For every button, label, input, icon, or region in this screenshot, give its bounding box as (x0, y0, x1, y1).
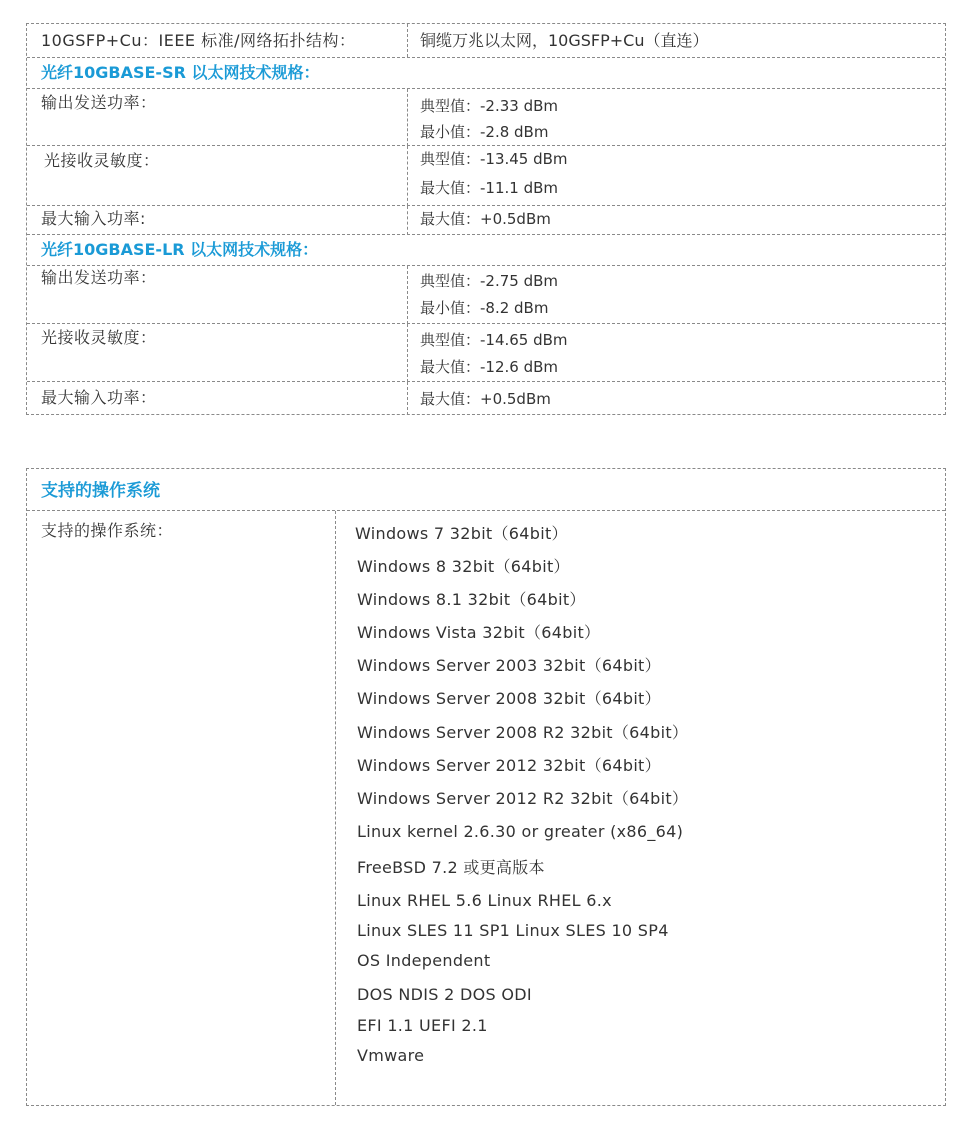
sr-tx-min: 最小值：-2.8 dBm (420, 123, 549, 141)
sr-tx-label: 输出发送功率： (41, 93, 157, 112)
media-row (27, 24, 945, 57)
os-list-item: Windows Server 2008 R2 32bit（64bit） (357, 723, 689, 742)
os-list-item: EFI 1.1 UEFI 2.1 (357, 1016, 488, 1035)
lr-rx-max: 最大值：-12.6 dBm (420, 358, 559, 376)
lr-tx-row (27, 265, 945, 324)
os-list-item: Linux kernel 2.6.30 or greater (x86_64) (357, 822, 684, 841)
sr-maxin-label: 最大输入功率: (41, 209, 146, 228)
os-list-item: Vmware (357, 1046, 425, 1065)
sr-maxin-row (27, 205, 945, 235)
sr-tx-typical: 典型值：-2.33 dBm (420, 97, 559, 115)
sr-tx-row (27, 88, 945, 146)
os-table (26, 468, 946, 1106)
os-list-item: Windows Vista 32bit（64bit） (357, 623, 601, 642)
sr-heading-row (27, 57, 945, 89)
lr-heading-row (27, 234, 945, 266)
sr-maxin-value: 最大值：+0.5dBm (420, 210, 551, 228)
os-list-item: Windows 7 32bit（64bit） (355, 524, 568, 543)
os-list-item: Linux SLES 11 SP1 Linux SLES 10 SP4 (357, 921, 669, 940)
sr-rx-row (27, 145, 945, 206)
os-list-item: Windows Server 2003 32bit（64bit） (357, 656, 661, 675)
media-value: 铜缆万兆以太网，10GSFP+Cu（直连） (420, 31, 709, 50)
os-list-item: Windows Server 2012 32bit（64bit） (357, 756, 661, 775)
sr-rx-max: 最大值：-11.1 dBm (420, 179, 559, 197)
os-list-item: OS Independent (357, 951, 491, 970)
os-list-item: FreeBSD 7.2 或更高版本 (357, 858, 545, 877)
spec-table (26, 23, 946, 415)
os-list-item: Windows Server 2012 R2 32bit（64bit） (357, 789, 689, 808)
lr-maxin-row (27, 381, 945, 415)
lr-rx-typical: 典型值：-14.65 dBm (420, 331, 568, 349)
lr-heading: 光纤10GBASE-LR 以太网技术规格： (41, 240, 319, 259)
sr-heading: 光纤10GBASE-SR 以太网技术规格： (41, 63, 320, 82)
os-label: 支持的操作系统： (41, 521, 174, 540)
os-list-item: Linux RHEL 5.6 Linux RHEL 6.x (357, 891, 612, 910)
os-list-item: DOS NDIS 2 DOS ODI (357, 985, 532, 1004)
sr-rx-typical: 典型值：-13.45 dBm (420, 150, 568, 168)
lr-maxin-value: 最大值：+0.5dBm (420, 390, 551, 408)
media-label: 10GSFP+Cu：IEEE 标准/网络拓扑结构： (41, 31, 356, 50)
lr-tx-typical: 典型值：-2.75 dBm (420, 272, 559, 290)
lr-tx-min: 最小值：-8.2 dBm (420, 299, 549, 317)
lr-maxin-label: 最大输入功率： (41, 388, 157, 407)
os-list-item: Windows Server 2008 32bit（64bit） (357, 689, 661, 708)
os-list-item: Windows 8 32bit（64bit） (357, 557, 570, 576)
lr-rx-label: 光接收灵敏度： (41, 328, 157, 347)
os-list-item: Windows 8.1 32bit（64bit） (357, 590, 586, 609)
lr-rx-row (27, 323, 945, 382)
lr-tx-label: 输出发送功率： (41, 268, 157, 287)
os-section-title: 支持的操作系统 (41, 481, 160, 501)
sr-rx-label: 光接收灵敏度： (44, 151, 160, 170)
